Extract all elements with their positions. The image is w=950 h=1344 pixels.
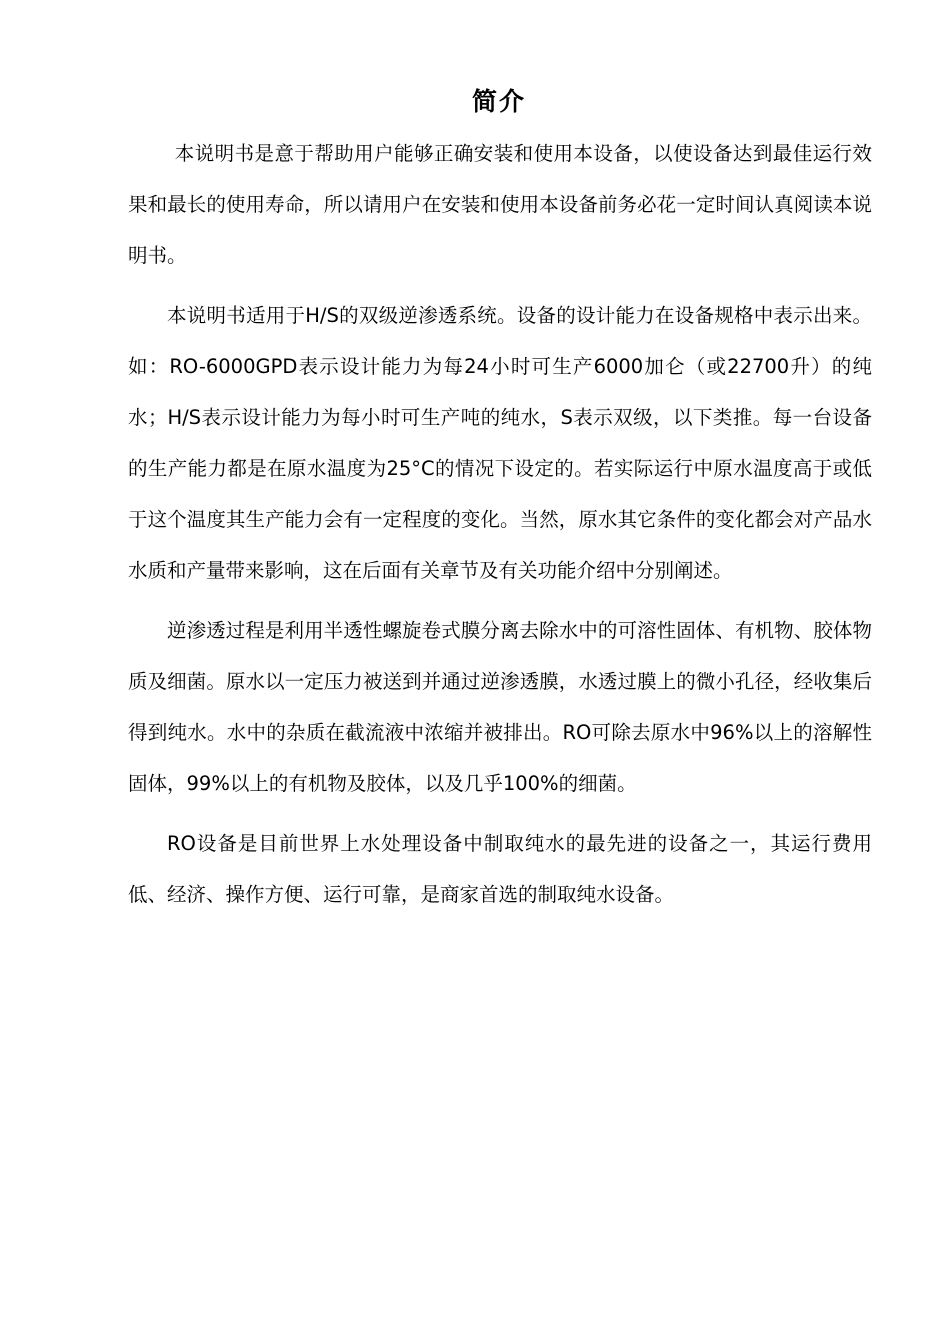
paragraph-ro-advantages: RO设备是目前世界上水处理设备中制取纯水的最先进的设备之一，其运行费用低、经济、操作方便、运行可靠，是商家首选的制取纯水设备。 <box>128 832 872 906</box>
paragraph-reverse-osmosis-process: 逆渗透过程是利用半透性螺旋卷式膜分离去除水中的可溶性固体、有机物、胶体物质及细菌。原水以一定压力被送到并通过逆渗透膜，水透过膜上的微小孔径，经收集后得到纯水。水中的杂质在截流液中浓缩并被排出。RO可除去原水中96%以上的溶解性固体，99%以上的有机物及胶体，以及几乎100%的细菌。 <box>128 619 872 795</box>
document-body <box>128 128 872 929</box>
paragraph-system-capacity: 本说明书适用于H/S的双级逆渗透系统。设备的设计能力在设备规格中表示出来。如：RO-6000GPD表示设计能力为每24小时可生产6000加仑（或22700升）的纯水；H/S表示设计能力为每小时可生产吨的纯水，S表示双级，以下类推。每一台设备的生产能力都是在原水温度为25°C的情况下设定的。若实际运行中原水温度高于或低于这个温度其生产能力会有一定程度的变化。当然，原水其它条件的变化都会对产品水水质和产量带来影响，这在后面有关章节及有关功能介绍中分别阐述。 <box>128 304 872 582</box>
paragraph-introduction: 本说明书是意于帮助用户能够正确安装和使用本设备，以使设备达到最佳运行效果和最长的使用寿命，所以请用户在安装和使用本设备前务必花一定时间认真阅读本说明书。 <box>128 142 872 267</box>
page-title: 简介 <box>471 87 526 116</box>
